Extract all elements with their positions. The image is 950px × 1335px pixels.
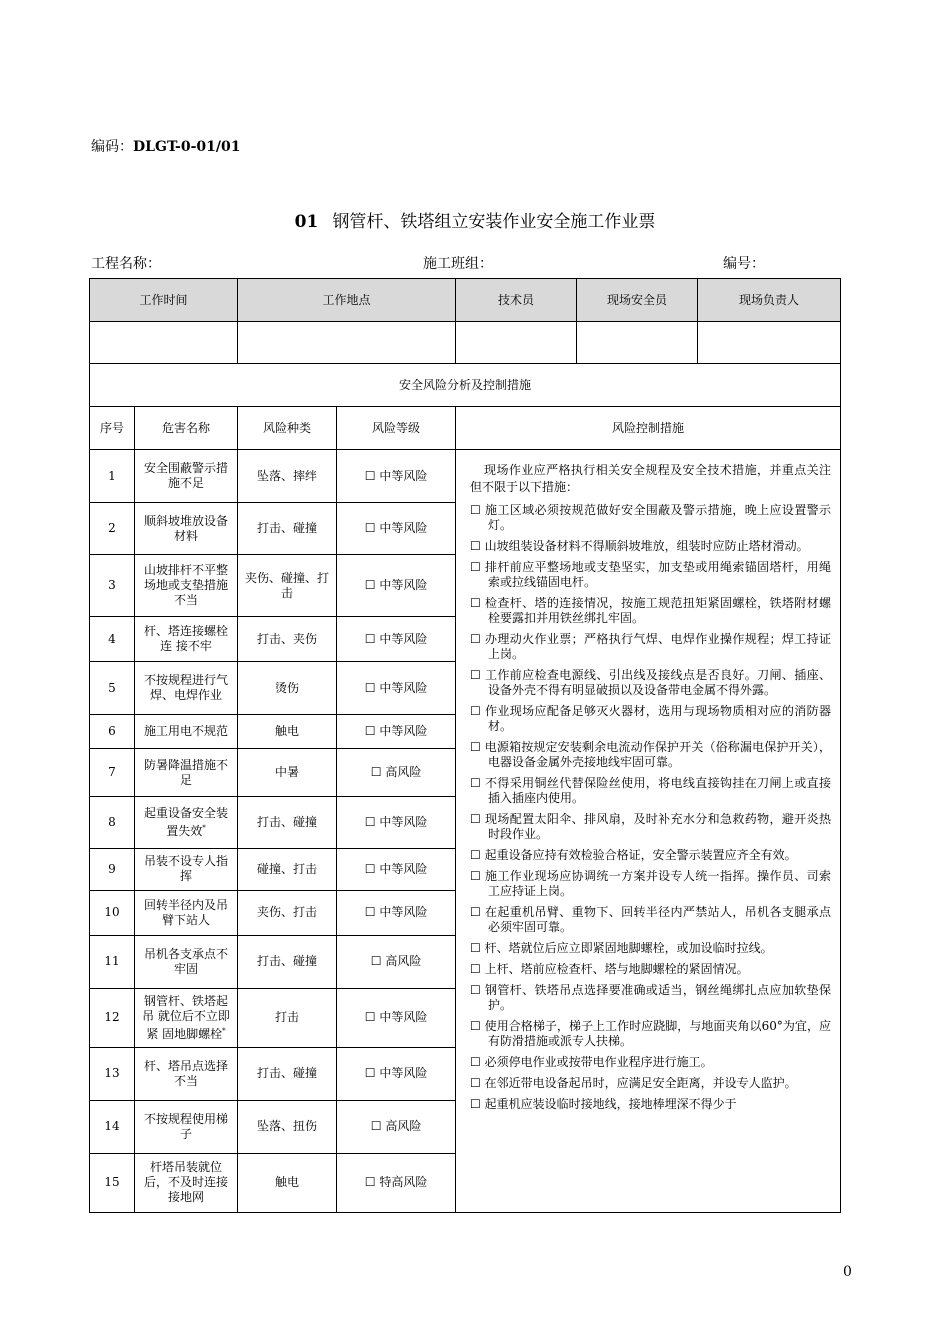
measure-text: 山坡组装设备材料不得顺斜坡堆放，组装时应防止塔材滑动。 <box>484 539 809 553</box>
checkbox-icon[interactable]: ☐ <box>470 1076 481 1090</box>
hazard-text: 安全围蔽警示措施不足 <box>144 461 229 491</box>
checkbox-icon[interactable]: ☐ <box>470 539 481 553</box>
risk-level-text: 中等风险 <box>379 1010 428 1025</box>
hazard-name <box>135 715 238 749</box>
measure-text: 作业现场应配备足够灭火器材，选用与现场物质相对应的消防器材。 <box>484 704 832 733</box>
measure-text: 不得采用铜丝代替保险丝使用，将电线直接钩挂在刀闸上或直接插入插座内使用。 <box>484 776 832 805</box>
measure-text: 现场配置太阳伞、排风扇，及时补充水分和急救药物，避开炎热时段作业。 <box>484 812 832 841</box>
row-number: 1 <box>90 450 135 503</box>
measure-item <box>470 740 831 770</box>
row-number: 11 <box>90 935 135 988</box>
checkbox-icon[interactable]: ☐ <box>470 941 481 955</box>
measure-item <box>470 812 831 842</box>
risk-level-text: 高风险 <box>385 954 422 969</box>
risk-level <box>337 503 456 555</box>
checkbox-icon[interactable]: ☐ <box>470 1055 481 1069</box>
measure-text: 办理动火作业票；严格执行气焊、电焊作业操作规程；焊工持证上岗。 <box>484 632 832 661</box>
row-number: 5 <box>90 662 135 715</box>
measure-item <box>470 1055 831 1070</box>
risk-type: 坠落、摔绊 <box>238 450 337 503</box>
document-code <box>91 136 240 156</box>
risk-level <box>337 849 456 890</box>
risk-type: 打击、碰撞 <box>238 935 337 988</box>
measure-item <box>470 962 831 977</box>
header-values-row <box>90 322 841 364</box>
risk-level-text: 中等风险 <box>379 521 428 536</box>
measure-item <box>470 1019 831 1049</box>
risk-type: 中暑 <box>238 749 337 797</box>
risk-level-text: 中等风险 <box>379 468 428 483</box>
measure-item <box>470 776 831 806</box>
risk-level-text: 高风险 <box>385 1119 422 1134</box>
checkbox-icon[interactable]: ☐ <box>470 962 481 976</box>
document-title <box>0 207 950 232</box>
measure-item <box>470 983 831 1013</box>
checkbox-icon[interactable]: ☐ <box>470 632 481 646</box>
risk-level-text: 中等风险 <box>379 724 428 739</box>
row-number: 10 <box>90 890 135 935</box>
measures-list <box>460 450 836 1212</box>
risk-level <box>337 617 456 662</box>
measure-item <box>470 596 831 626</box>
measure-text: 钢管杆、铁塔吊点选择要准确或适当，钢丝绳绑扎点应加软垫保护。 <box>484 983 832 1012</box>
title-number: 01 <box>294 212 319 232</box>
risk-level-text: 中等风险 <box>379 631 428 646</box>
risk-type: 打击、碰撞 <box>238 1047 337 1100</box>
hazard-text: 施工用电不规范 <box>144 724 229 739</box>
checkbox-icon[interactable]: ☐ <box>364 724 376 739</box>
risk-row <box>90 450 841 503</box>
risk-type: 打击、夹伤 <box>238 617 337 662</box>
hazard-text: 杆、塔连接螺栓连 接不牢 <box>144 624 229 654</box>
checkbox-icon[interactable]: ☐ <box>364 578 376 593</box>
row-number: 13 <box>90 1047 135 1100</box>
hazard-name <box>135 503 238 555</box>
header-row <box>90 279 841 322</box>
risk-level <box>337 1153 456 1212</box>
checkbox-icon[interactable]: ☐ <box>364 680 376 695</box>
checkbox-icon[interactable]: ☐ <box>364 905 376 920</box>
risk-level <box>337 555 456 617</box>
checkbox-icon[interactable]: ☐ <box>364 1066 376 1081</box>
risk-type: 夹伤、打击 <box>238 890 337 935</box>
row-number: 2 <box>90 503 135 555</box>
risk-level <box>337 797 456 849</box>
checkbox-icon[interactable]: ☐ <box>470 740 481 754</box>
column-header-row <box>90 407 841 450</box>
checkbox-icon[interactable]: ☐ <box>364 521 376 536</box>
risk-type: 碰撞、打击 <box>238 849 337 890</box>
section-title: 安全风险分析及控制措施 <box>90 364 841 407</box>
risk-control-measures <box>456 450 841 1213</box>
hazard-name <box>135 935 238 988</box>
measure-text: 电源箱按规定安装剩余电流动作保护开关（俗称漏电保护开关），电器设备金属外壳接地线牢固可靠。 <box>484 740 832 769</box>
risk-level-text: 高风险 <box>385 765 422 780</box>
measure-text: 排杆前应平整场地或支垫坚实，加支垫或用绳索锚固塔杆，用绳索或拉线锚固电杆。 <box>484 560 832 589</box>
measure-text: 检查杆、塔的连接情况，按施工规范扭矩紧固螺栓，铁塔附材螺栓要露扣并用铁丝绑扎牢固。 <box>484 596 832 625</box>
checkbox-icon[interactable]: ☐ <box>364 815 376 830</box>
work-time-cell[interactable] <box>90 322 238 364</box>
checkbox-icon[interactable]: ☐ <box>364 631 376 646</box>
row-number: 7 <box>90 749 135 797</box>
project-name-label: 工程名称： <box>91 256 161 272</box>
hazard-name <box>135 797 238 849</box>
hazard-name <box>135 749 238 797</box>
hazard-name <box>135 1047 238 1100</box>
checkbox-icon[interactable]: ☐ <box>470 848 481 862</box>
risk-level-text: 中等风险 <box>379 861 428 876</box>
row-number: 8 <box>90 797 135 849</box>
checkbox-icon[interactable]: ☐ <box>470 905 481 919</box>
col-header-level: 风险等级 <box>337 407 456 450</box>
checkbox-icon[interactable]: ☐ <box>470 812 481 826</box>
hazard-name <box>135 1100 238 1153</box>
hazard-text: 不按规程使用梯子 <box>144 1111 229 1141</box>
measure-item <box>470 869 831 899</box>
measure-text: 施工作业现场应协调统一方案并设专人统一指挥。操作员、司索工应持证上岗。 <box>484 869 832 898</box>
risk-type: 打击 <box>238 988 337 1047</box>
hazard-text: 不按规程进行气焊、电焊作业 <box>144 673 229 703</box>
checkbox-icon[interactable]: ☐ <box>370 765 382 780</box>
hazard-text: 杆、塔吊点选择不当 <box>144 1058 229 1088</box>
checkbox-icon[interactable]: ☐ <box>470 560 481 574</box>
checkbox-icon[interactable]: ☐ <box>470 983 481 997</box>
section-title-row <box>90 364 841 407</box>
code-label: 编码： <box>91 139 133 155</box>
col-header-no: 序号 <box>90 407 135 450</box>
key-risk-mark: * <box>202 824 206 833</box>
checkbox-icon[interactable]: ☐ <box>470 1097 481 1111</box>
hazard-name <box>135 1153 238 1212</box>
measure-text: 必须停电作业或按带电作业程序进行施工。 <box>484 1055 713 1069</box>
work-ticket-table <box>89 278 841 1213</box>
checkbox-icon[interactable]: ☐ <box>470 596 481 610</box>
safety-officer-cell[interactable] <box>577 322 698 364</box>
col-header-hazard: 危害名称 <box>135 407 238 450</box>
risk-level-text: 中等风险 <box>379 578 428 593</box>
measure-item <box>470 848 831 863</box>
measures-intro: 现场作业应严格执行相关安全规程及安全技术措施，并重点关注但不限于以下措施： <box>470 463 832 494</box>
hazard-text: 吊装不设专人指挥 <box>144 854 229 884</box>
measure-item <box>470 704 831 734</box>
header-safety-officer: 现场安全员 <box>577 279 698 322</box>
checkbox-icon[interactable]: ☐ <box>470 869 481 883</box>
risk-level-text: 特高风险 <box>379 1175 428 1190</box>
measure-text: 工作前应检查电源线、引出线及接线点是否良好。刀闸、插座、设备外壳不得有明显破损以及设备带电金属不得外露。 <box>484 668 832 697</box>
risk-level <box>337 935 456 988</box>
measure-text: 杆、塔就位后应立即紧固地脚螺栓，或加设临时拉线。 <box>484 941 773 955</box>
risk-level-text: 中等风险 <box>379 905 428 920</box>
measure-text: 施工区域必须按规范做好安全围蔽及警示措施，晚上应设置警示灯。 <box>484 503 832 532</box>
risk-type: 触电 <box>238 715 337 749</box>
risk-level <box>337 988 456 1047</box>
title-text: 钢管杆、铁塔组立安装作业安全施工作业票 <box>332 212 656 232</box>
team-label: 施工班组： <box>423 256 493 272</box>
row-number: 12 <box>90 988 135 1047</box>
risk-type: 打击、碰撞 <box>238 503 337 555</box>
checkbox-icon[interactable]: ☐ <box>364 468 376 483</box>
checkbox-icon[interactable]: ☐ <box>364 1175 376 1190</box>
hazard-text: 钢管杆、铁塔起吊 就位后不立即紧 固地脚螺栓 <box>142 993 230 1041</box>
measure-item <box>470 905 831 935</box>
risk-type: 烫伤 <box>238 662 337 715</box>
header-work-time: 工作时间 <box>90 279 238 322</box>
page-number: 0 <box>843 1264 852 1280</box>
row-number: 6 <box>90 715 135 749</box>
hazard-text: 杆塔吊装就位后，不及时连接接地网 <box>144 1160 229 1205</box>
header-work-location: 工作地点 <box>238 279 456 322</box>
header-technician: 技术员 <box>456 279 577 322</box>
checkbox-icon[interactable]: ☐ <box>370 954 382 969</box>
risk-level <box>337 715 456 749</box>
hazard-text: 防暑降温措施不足 <box>144 757 229 787</box>
measure-item <box>470 503 831 533</box>
risk-type: 触电 <box>238 1153 337 1212</box>
risk-level-text: 中等风险 <box>379 1066 428 1081</box>
risk-level <box>337 662 456 715</box>
measure-item <box>470 1076 831 1091</box>
checkbox-icon[interactable]: ☐ <box>470 668 481 682</box>
col-header-type: 风险种类 <box>238 407 337 450</box>
hazard-text: 回转半径内及吊臂下站人 <box>144 897 229 927</box>
measure-item <box>470 560 831 590</box>
risk-level-text: 中等风险 <box>379 680 428 695</box>
hazard-name <box>135 849 238 890</box>
row-number: 3 <box>90 555 135 617</box>
measure-text: 起重设备应持有效检验合格证，安全警示装置应齐全有效。 <box>484 848 797 862</box>
hazard-name <box>135 450 238 503</box>
risk-level <box>337 450 456 503</box>
risk-type: 打击、碰撞 <box>238 797 337 849</box>
risk-type: 坠落、扭伤 <box>238 1100 337 1153</box>
checkbox-icon[interactable]: ☐ <box>364 861 376 876</box>
hazard-name <box>135 662 238 715</box>
checkbox-icon[interactable]: ☐ <box>470 776 481 790</box>
hazard-name <box>135 988 238 1047</box>
checkbox-icon[interactable]: ☐ <box>370 1119 382 1134</box>
technician-cell[interactable] <box>456 322 577 364</box>
col-header-measures: 风险控制措施 <box>456 407 841 450</box>
site-leader-cell[interactable] <box>698 322 841 364</box>
header-site-leader: 现场负责人 <box>698 279 841 322</box>
measure-text: 上杆、塔前应检查杆、塔与地脚螺栓的紧固情况。 <box>484 962 749 976</box>
checkbox-icon[interactable]: ☐ <box>470 503 481 517</box>
risk-level <box>337 890 456 935</box>
checkbox-icon[interactable]: ☐ <box>470 1019 481 1033</box>
hazard-text: 吊机各支承点不牢固 <box>144 946 229 976</box>
measure-text: 起重机应装设临时接地线，接地棒埋深不得少于 <box>484 1097 737 1111</box>
measure-item <box>470 539 831 554</box>
row-number: 14 <box>90 1100 135 1153</box>
measure-item <box>470 668 831 698</box>
checkbox-icon[interactable]: ☐ <box>470 704 481 718</box>
risk-level <box>337 749 456 797</box>
key-risk-mark: * <box>222 1026 226 1035</box>
row-number: 9 <box>90 849 135 890</box>
hazard-name <box>135 555 238 617</box>
row-number: 4 <box>90 617 135 662</box>
number-label: 编号： <box>723 256 765 272</box>
measure-text: 在起重机吊臂、重物下、回转半径内严禁站人，吊机各支腿承点必须牢固可靠。 <box>484 905 832 934</box>
measure-item <box>470 632 831 662</box>
risk-level <box>337 1047 456 1100</box>
checkbox-icon[interactable]: ☐ <box>364 1010 376 1025</box>
measure-item <box>470 941 831 956</box>
measure-text: 在邻近带电设备起吊时，应满足安全距离，并设专人监护。 <box>484 1076 797 1090</box>
risk-level <box>337 1100 456 1153</box>
risk-type: 夹伤、碰撞、打击 <box>238 555 337 617</box>
hazard-text: 山坡排杆不平整场地或支垫措施不当 <box>144 563 229 608</box>
risk-level-text: 中等风险 <box>379 815 428 830</box>
hazard-name <box>135 890 238 935</box>
hazard-text: 起重设备安全装置失效 <box>144 806 229 839</box>
measure-item <box>470 1097 831 1112</box>
code-value: DLGT-0-01/01 <box>133 139 241 155</box>
hazard-text: 顺斜坡堆放设备材料 <box>144 513 229 543</box>
hazard-name <box>135 617 238 662</box>
row-number: 15 <box>90 1153 135 1212</box>
risk-rows <box>90 450 841 1213</box>
measure-text: 使用合格梯子，梯子上工作时应跷脚，与地面夹角以60°为宜，应有防滑措施或派专人扶梯。 <box>484 1019 832 1048</box>
work-location-cell[interactable] <box>238 322 456 364</box>
